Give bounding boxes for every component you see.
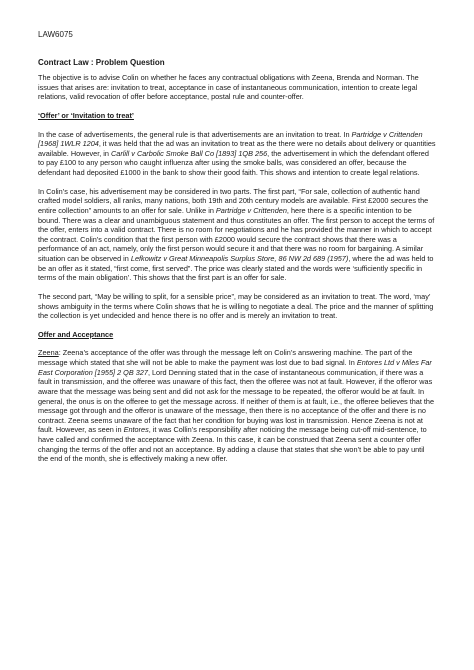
document-title: Contract Law : Problem Question [38, 57, 165, 67]
text-run: , here there is a specific intention to be bound. There was a clear and unambiguous statement and thus constitutes an offer. The first person to accept the terms of the offer, enters into a valid contract. There is no room for negotiations and he has provided the manner in which to accept the contract. Colin’s condition that the first person with £2000 would secure the contract shows that there was a performance of an act, namely, only the first person would secure it and that there was no room for bargaining. A similar situation can be observed in [38, 205, 435, 264]
text-run: In the case of advertisements, the general rule is that advertisements are an invitation to treat. In [38, 129, 352, 139]
section-heading-acceptance: Offer and Acceptance [38, 329, 114, 339]
case-citation: Lefkowitz v Great Minneapolis Surplus Store, 86 NW 2d 689 (1957) [130, 254, 349, 264]
text-run: , it was Collin’s responsibility after noticing the message being cut-off mid-sentence, to have called and confirmed the acceptance with Zeena. In this case, it can be construed that Zeena sent a counter offer changing the terms of the offer and not an acceptance. By adding a clause that states that she won’t be able to pay until the end of the month, she is effectively making a new offer. [38, 425, 427, 464]
case-citation: Entores Ltd v Miles Far East Corporation [1955] 2 QB 327 [38, 358, 432, 377]
course-code: LAW6075 [38, 30, 73, 39]
text-run: , it was held that the ad was an invitation to treat as the there were no details about delivery or quantities available. However, in [38, 139, 436, 158]
text-run: , the advertisement in which the defendant offered to pay £100 to any person who caught influenza after using the smoke balls, was considered an offer, because the defendant had deposited £1000 in the bank to show their good faith. This shows and intention to create legal relations. [38, 148, 429, 178]
case-citation: Partridge v Crittenden [1968] 1WLR 1204 [38, 129, 423, 149]
text-run: : Zeena’s acceptance of the offer was through the message left on Colin’s answering machine. The part of the message which stated that she will not be able to make the payment was lost due to bad signal. In [38, 348, 413, 368]
text-run: In Colin’s case, his advertisement may be considered in two parts. The first part, “For sale, collection of authentic hand crafted model soldiers, all ranks, many nations, both 19th and 20th century models are available. First £2000 secures the entire collection” amounts to an offer for sale. Unlike in [38, 186, 429, 215]
text-run: , Lord Denning stated that in the case of instantaneous communication, if there was a fault in transmission, and the offeree was unaware of this fact, then the offeree was not at fault. However, if the offeror was aware that the message was being sent and did not ask for the message to be repeated, the offeror would be at fault. In general, the onus is on the offeree to get the message across. If neither of them is at fault, i.e., the offeree believes that the message got through and the offeror is unaware of the message, then there is no acceptance of the offer and there is no contract. Zeena seems unaware of the fact that her condition for buying was lost in transmission. Hence Zeena is not at fault. However, as seen in [38, 367, 435, 435]
intro-paragraph: The objective is to advise Colin on whether he faces any contractual obligations with Zeena, Brenda and Norman. The issues that arises are: invitation to treat, acceptance in case of instantaneous communication, intention to create legal relations, valid revocation of offer before acceptance, postal rule and counter-offer. [38, 73, 419, 102]
text-run: , where the ad was held to be an offer as it stated, “first come, first served”. The price was clearly stated and the words were ‘sufficiently specific in terms of the main obligation’. This shows that the first part is an offer for sale. [38, 254, 434, 283]
case-citation: Entores [123, 425, 149, 435]
paragraph-advertisements [38, 130, 436, 178]
case-citation: Partridge v Crittenden [215, 205, 287, 215]
case-citation: Carlill v Carbolic Smoke Ball Co [1893] 1QB 256 [111, 148, 268, 158]
section-heading-offer: ‘Offer’ or ‘Invitation to treat’ [38, 110, 134, 120]
paragraph-second-part: The second part, “May be willing to split, for a sensible price”, may be considered as an invitation to treat. The word, ‘may’ shows ambiguity in the terms where Colin shows that he is willing to negotiate a deal. The price and the manner of splitting the collection is yet undecided and hence there is no offer and is merely an invitation to treat. [38, 291, 434, 321]
paragraph-colin-ad [38, 187, 436, 283]
party-label-zeena: Zeena [38, 348, 59, 358]
paragraph-zeena [38, 348, 436, 464]
